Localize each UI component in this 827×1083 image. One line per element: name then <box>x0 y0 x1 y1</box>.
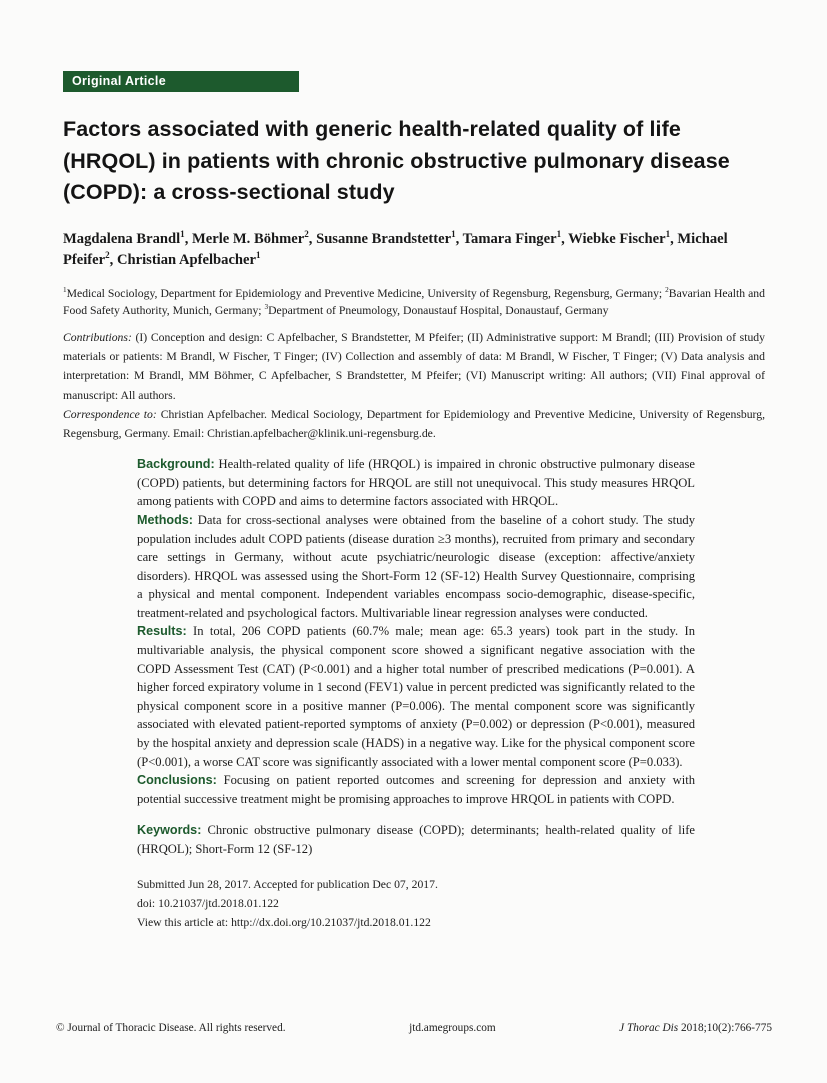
author-separator: , <box>670 230 678 247</box>
affiliation-marker: 2 <box>105 249 110 260</box>
email-link[interactable]: Christian.apfelbacher@klinik.uni-regensburg.de <box>207 426 433 440</box>
correspondence-text: Christian Apfelbacher. Medical Sociology, Department for Epidemiology and Preventive Medicine, University of Regensburg, Regensburg, Germany. Email: <box>63 407 765 440</box>
journal-name: J Thorac Dis <box>619 1022 679 1034</box>
author-4 <box>462 228 569 247</box>
author-name: Magdalena Brandl <box>63 230 181 247</box>
correspondence-period: . <box>432 426 436 440</box>
background-text: Health-related quality of life (HRQOL) is impaired in chronic obstructive pulmonary disease (COPD) patients, but determining factors for HRQOL are still not unequivocal. This study measures HRQOL among patients with COPD and aims to determine factors associated with HRQOL. <box>137 457 695 509</box>
affiliation-number: 1 <box>63 285 67 294</box>
author-5 <box>568 228 678 247</box>
abstract-results <box>137 622 695 771</box>
affiliation-marker: 1 <box>180 228 185 239</box>
article-header <box>63 0 765 932</box>
abstract-background <box>137 455 695 511</box>
contributions <box>63 328 765 405</box>
article-url-link[interactable]: http://dx.doi.org/10.21037/jtd.2018.01.122 <box>231 915 431 929</box>
submission-info <box>137 875 765 932</box>
author-1 <box>63 228 192 247</box>
affiliation-text: Department of Pneumology, Donaustauf Hospital, Donaustauf, Germany <box>268 303 609 317</box>
author-name: Merle M. Böhmer <box>192 230 305 247</box>
author-name: Michael Pfeifer <box>63 230 728 268</box>
author-name: Christian Apfelbacher <box>116 251 256 268</box>
author-separator: , <box>308 230 317 247</box>
author-separator: , <box>561 230 569 247</box>
author-separator: , <box>455 230 463 247</box>
citation-numbers: 2018;10(2):766-775 <box>678 1022 772 1034</box>
author-name: Susanne Brandstetter <box>316 230 452 247</box>
affiliation-number: 3 <box>264 302 269 311</box>
affiliation-marker: 1 <box>665 228 671 239</box>
author-name: Tamara Finger <box>462 230 557 247</box>
affiliation-1 <box>63 287 665 300</box>
author-separator: , <box>109 251 117 268</box>
correspondence <box>63 405 765 443</box>
journal-website: jtd.amegroups.com <box>409 1022 496 1034</box>
abstract-methods <box>137 511 695 623</box>
affiliation-marker: 1 <box>556 228 562 239</box>
contributions-label: Contributions: <box>63 330 132 344</box>
copyright-text: © Journal of Thoracic Disease. All rights reserved. <box>56 1022 286 1034</box>
methods-label: Methods: <box>137 512 193 527</box>
article-title: Factors associated with generic health-related quality of life (HRQOL) in patients with chronic obstructive pulmonary disease (COPD): a cross-sectional study <box>63 117 730 204</box>
keywords-label: Keywords: <box>137 823 202 838</box>
affiliation-number: 2 <box>665 285 669 294</box>
doi-line: doi: 10.21037/jtd.2018.01.122 <box>137 896 279 910</box>
keywords-text: Chronic obstructive pulmonary disease (COPD); determinants; health-related quality of life (HRQOL); Short-Form 12 (SF-12) <box>137 823 695 856</box>
author-2 <box>192 228 317 247</box>
article-type-badge: Original Article <box>63 71 299 92</box>
keywords <box>137 821 695 858</box>
view-label: View this article at: <box>137 915 232 929</box>
affiliations <box>63 285 765 319</box>
author-3 <box>316 228 463 247</box>
contributions-text: (I) Conception and design: C Apfelbacher, S Brandstetter, M Pfeifer; (II) Administrative support: M Brandl; (III) Provision of study materials or patients: M Brandl, W Fischer, T Finger; (IV) Collection and assembly of data: M Brandl, W Fischer, T Finger; (V) Data analysis and interpretation: M Brandl, MM Böhmer, C Apfelbacher, S Brandstetter, M Pfeifer; (VI) Manuscript writing: All authors; (VII) Final approval of manuscript: All authors. <box>63 330 765 402</box>
abstract <box>137 455 695 858</box>
view-line <box>137 913 765 932</box>
affiliation-text: Bavarian Health and Food Safety Authority, Munich, Germany; <box>63 286 765 317</box>
abstract-conclusions <box>137 771 695 808</box>
author-separator: , <box>184 230 192 247</box>
affiliation-marker: 1 <box>256 249 261 260</box>
authors-line <box>63 229 765 271</box>
results-text: In total, 206 COPD patients (60.7% male; mean age: 65.3 years) took part in the study. In multivariable analysis, the physical component score showed a significant negative association with the COPD Assessment Test (CAT) (P<0.001) and a higher total number of prescribed medications (P=0.001). A higher forced expiratory volume in 1 second (FEV1) value in percent predicted was significantly related to the physical component score in a positive manner (P=0.006). The mental component score was significantly associated with elevated patient-reported symptoms of anxiety (P=0.002) or depression (P<0.001), measured by the hospital anxiety and depression scale (HADS) in a negative way. Like for the physical component score (P<0.001), a worse CAT score was significantly associated with a lower mental component score (P=0.033). <box>137 624 695 769</box>
footer <box>56 1022 772 1034</box>
affiliation-marker: 2 <box>304 228 309 239</box>
conclusions-label: Conclusions: <box>137 773 217 788</box>
correspondence-label: Correspondence to: <box>63 407 157 421</box>
results-label: Results: <box>137 624 187 639</box>
background-label: Background: <box>137 457 215 472</box>
conclusions-text: Focusing on patient reported outcomes and screening for depression and anxiety with potential successive treatment might be promising approaches to improve HRQOL in patients with COPD. <box>137 773 695 806</box>
author-name: Wiebke Fischer <box>568 230 666 247</box>
methods-text: Data for cross-sectional analyses were obtained from the baseline of a cohort study. The study population includes adult COPD patients (disease duration ≥3 months), recruited from primary and secondary care settings in Germany, without acute psychiatric/neurologic disease (exception: affective/anxiety disorders). HRQOL was assessed using the Short-Form 12 (SF-12) Health Survey Questionnaire, comprising a physical and mental component. Independent variables encompass socio-demographic, disease-specific, treatment-related and psychological factors. Multivariable linear regression analyses were conducted. <box>137 512 695 620</box>
submission-dates: Submitted Jun 28, 2017. Accepted for publication Dec 07, 2017. <box>137 877 438 891</box>
citation <box>619 1022 772 1034</box>
affiliation-marker: 1 <box>451 228 456 239</box>
affiliation-3 <box>264 304 608 317</box>
author-7 <box>116 249 261 268</box>
affiliation-text: Medical Sociology, Department for Epidemiology and Preventive Medicine, University of Regensburg, Regensburg, Germany; <box>66 286 666 300</box>
